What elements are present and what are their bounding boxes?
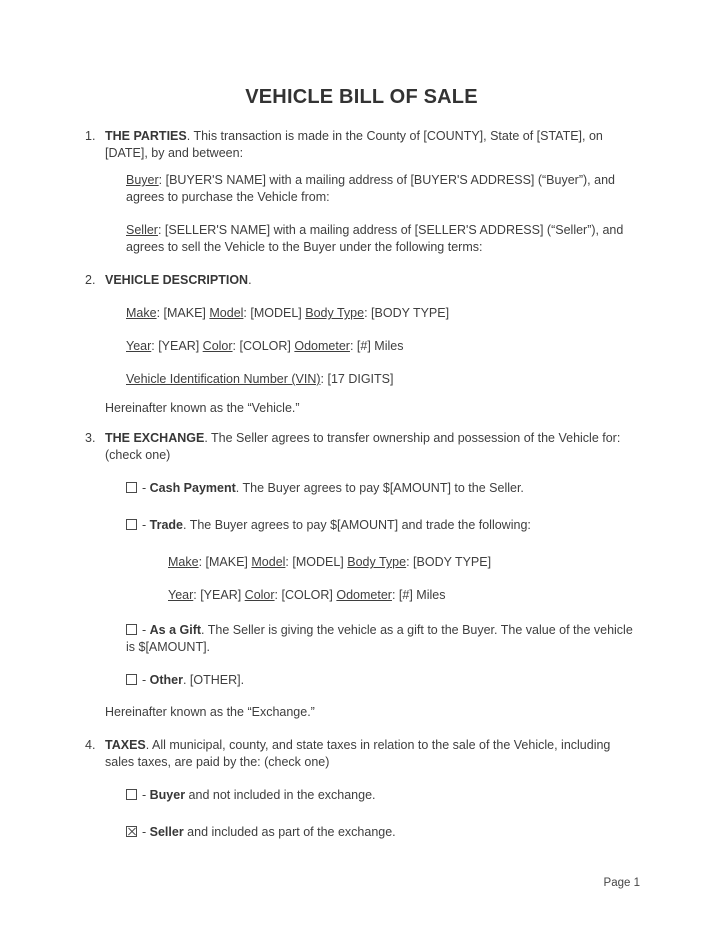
vin-value: : [17 DIGITS] bbox=[320, 372, 394, 386]
gift-text: . The Seller is giving the vehicle as a gift to the Buyer. The value of the vehicle is $[AMOUNT]. bbox=[126, 623, 633, 654]
trade-label: Trade bbox=[149, 518, 183, 532]
taxes-buyer-label: Buyer bbox=[149, 788, 186, 802]
trade-vehicle-make-line bbox=[168, 554, 638, 571]
cash-payment-label: Cash Payment bbox=[149, 481, 236, 495]
vehicle-note: Hereinafter known as the “Vehicle.” bbox=[105, 401, 300, 415]
model-value: : [MODEL] bbox=[285, 555, 348, 569]
make-value: : [MAKE] bbox=[156, 306, 210, 320]
taxes-seller-text: and included as part of the exchange. bbox=[183, 825, 396, 839]
taxes-buyer-checkbox-icon[interactable] bbox=[126, 789, 137, 800]
section-1-title: THE PARTIES bbox=[105, 129, 187, 143]
section-2-title: VEHICLE DESCRIPTION bbox=[105, 273, 249, 287]
other-text: . [OTHER]. bbox=[182, 673, 245, 687]
model-label: Model bbox=[251, 555, 286, 569]
vehicle-make-line bbox=[126, 305, 638, 322]
taxes-seller-label: Seller bbox=[149, 825, 184, 839]
section-1-number: 1. bbox=[85, 129, 96, 143]
seller-paragraph bbox=[126, 222, 638, 256]
section-1-text: . This transaction is made in the County of [COUNTY], State of [STATE], on [DATE], by and between: bbox=[105, 129, 603, 160]
option-cash-payment bbox=[126, 480, 638, 497]
other-checkbox-icon[interactable] bbox=[126, 674, 137, 685]
section-3-text: . The Seller agrees to transfer ownership and possession of the Vehicle for: (check one) bbox=[105, 431, 621, 462]
dash: - bbox=[142, 623, 150, 637]
seller-label: Seller bbox=[126, 223, 158, 237]
year-value: : [YEAR] bbox=[151, 339, 203, 353]
year-label: Year bbox=[168, 588, 194, 602]
dash: - bbox=[142, 788, 150, 802]
make-value: : [MAKE] bbox=[198, 555, 252, 569]
body-type-label: Body Type bbox=[305, 306, 365, 320]
year-value: : [YEAR] bbox=[193, 588, 245, 602]
buyer-label: Buyer bbox=[126, 173, 159, 187]
cash-payment-text: . The Buyer agrees to pay $[AMOUNT] to the Seller. bbox=[235, 481, 524, 495]
color-value: : [COLOR] bbox=[274, 588, 337, 602]
gift-label: As a Gift bbox=[149, 623, 202, 637]
section-4-heading bbox=[85, 737, 638, 771]
other-label: Other bbox=[149, 673, 183, 687]
year-label: Year bbox=[126, 339, 152, 353]
color-label: Color bbox=[202, 339, 233, 353]
section-2-number: 2. bbox=[85, 273, 96, 287]
color-label: Color bbox=[244, 588, 275, 602]
option-other bbox=[126, 672, 638, 689]
option-taxes-seller bbox=[126, 824, 638, 841]
model-value: : [MODEL] bbox=[243, 306, 306, 320]
buyer-paragraph bbox=[126, 172, 638, 206]
vin-label: Vehicle Identification Number (VIN) bbox=[126, 372, 321, 386]
odometer-value: : [#] Miles bbox=[349, 339, 404, 353]
trade-vehicle-year-line bbox=[168, 587, 638, 604]
vehicle-year-line bbox=[126, 338, 638, 355]
page-number: Page 1 bbox=[603, 877, 640, 889]
option-gift bbox=[126, 622, 638, 656]
section-1-heading bbox=[85, 128, 638, 162]
dash: - bbox=[142, 518, 150, 532]
trade-checkbox-icon[interactable] bbox=[126, 519, 137, 530]
body-type-value: : [BODY TYPE] bbox=[364, 306, 450, 320]
section-3-heading bbox=[85, 430, 638, 464]
odometer-label: Odometer bbox=[336, 588, 392, 602]
body-type-label: Body Type bbox=[347, 555, 407, 569]
section-3-number: 3. bbox=[85, 431, 96, 445]
buyer-text: : [BUYER'S NAME] with a mailing address of [BUYER'S ADDRESS] (“Buyer”), and agrees to purchase the Vehicle from: bbox=[126, 173, 615, 204]
taxes-buyer-text: and not included in the exchange. bbox=[185, 788, 376, 802]
body-type-value: : [BODY TYPE] bbox=[406, 555, 492, 569]
section-3-title: THE EXCHANGE bbox=[105, 431, 205, 445]
dash: - bbox=[142, 673, 150, 687]
section-2-text: . bbox=[248, 273, 252, 287]
section-4-number: 4. bbox=[85, 738, 96, 752]
odometer-label: Odometer bbox=[294, 339, 350, 353]
option-taxes-buyer bbox=[126, 787, 638, 804]
odometer-value: : [#] Miles bbox=[391, 588, 446, 602]
option-trade bbox=[126, 517, 638, 534]
cash-payment-checkbox-icon[interactable] bbox=[126, 482, 137, 493]
trade-text: . The Buyer agrees to pay $[AMOUNT] and trade the following: bbox=[183, 518, 531, 532]
color-value: : [COLOR] bbox=[232, 339, 295, 353]
dash: - bbox=[142, 825, 150, 839]
section-4-title: TAXES bbox=[105, 738, 146, 752]
section-2-heading bbox=[85, 272, 638, 289]
gift-checkbox-icon[interactable] bbox=[126, 624, 137, 635]
document-title: VEHICLE BILL OF SALE bbox=[245, 86, 478, 108]
model-label: Model bbox=[209, 306, 244, 320]
section-4-text: . All municipal, county, and state taxes in relation to the sale of the Vehicle, including sales taxes, are paid by the: (check one) bbox=[105, 738, 611, 769]
dash: - bbox=[142, 481, 150, 495]
make-label: Make bbox=[126, 306, 157, 320]
taxes-seller-checkbox-icon[interactable] bbox=[126, 826, 137, 837]
vin-line bbox=[126, 371, 638, 388]
seller-text: : [SELLER'S NAME] with a mailing address of [SELLER'S ADDRESS] (“Seller”), and agrees to sell the Vehicle to the Buyer under the following terms: bbox=[126, 223, 624, 254]
exchange-note: Hereinafter known as the “Exchange.” bbox=[105, 705, 315, 719]
make-label: Make bbox=[168, 555, 199, 569]
